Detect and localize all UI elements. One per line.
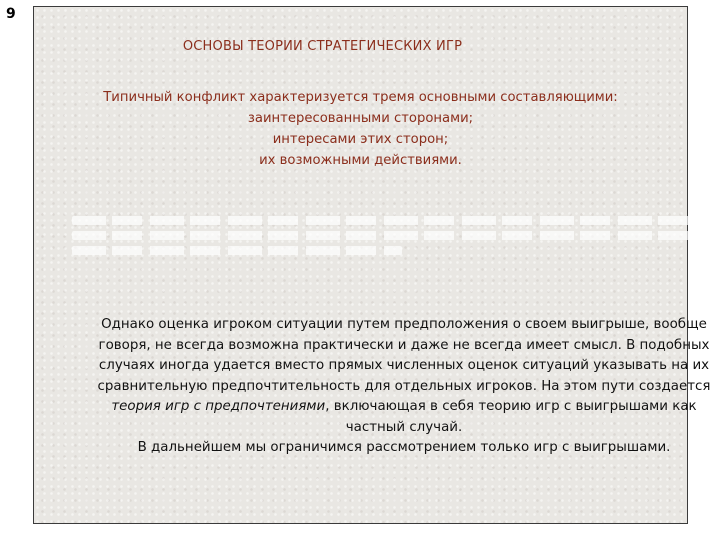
body-paragraph-1 bbox=[74, 315, 714, 438]
p1-italic-term: теория игр с предпочтениями bbox=[111, 399, 326, 414]
intro-line: Типичный конфликт характеризуется тремя основными составляющими: bbox=[103, 90, 618, 105]
slide-title-text: ОСНОВЫ ТЕОРИИ СТРАТЕГИЧЕСКИХ ИГР bbox=[182, 39, 463, 54]
intro-line: интересами этих сторон; bbox=[272, 132, 449, 147]
slide-title bbox=[34, 39, 687, 54]
intro-line: заинтересованными сторонами; bbox=[247, 111, 474, 126]
intro-block bbox=[34, 87, 687, 171]
slide bbox=[33, 6, 711, 524]
body-text bbox=[74, 315, 714, 459]
faded-overlay-paragraph bbox=[72, 212, 712, 262]
p1-text-end: , включающая в себя теорию игр с выигрышами как частный случай. bbox=[325, 399, 697, 435]
p1-text-start: Однако оценка игроком ситуации путем предположения о своем выигрыше, вообще говоря, не всегда возможна практически и даже не всегда имеет смысл. В подобных случаях иногда удается вместо прямых численных оценок ситуаций указывать на их сравнительную предпочтительность для отдельных игроков. На этом пути создается bbox=[97, 317, 711, 394]
slide-number: 9 bbox=[6, 6, 16, 22]
intro-line: их возможными действиями. bbox=[259, 153, 462, 168]
body-paragraph-2: В дальнейшем мы ограничимся рассмотрением только игр с выигрышами. bbox=[137, 440, 671, 455]
